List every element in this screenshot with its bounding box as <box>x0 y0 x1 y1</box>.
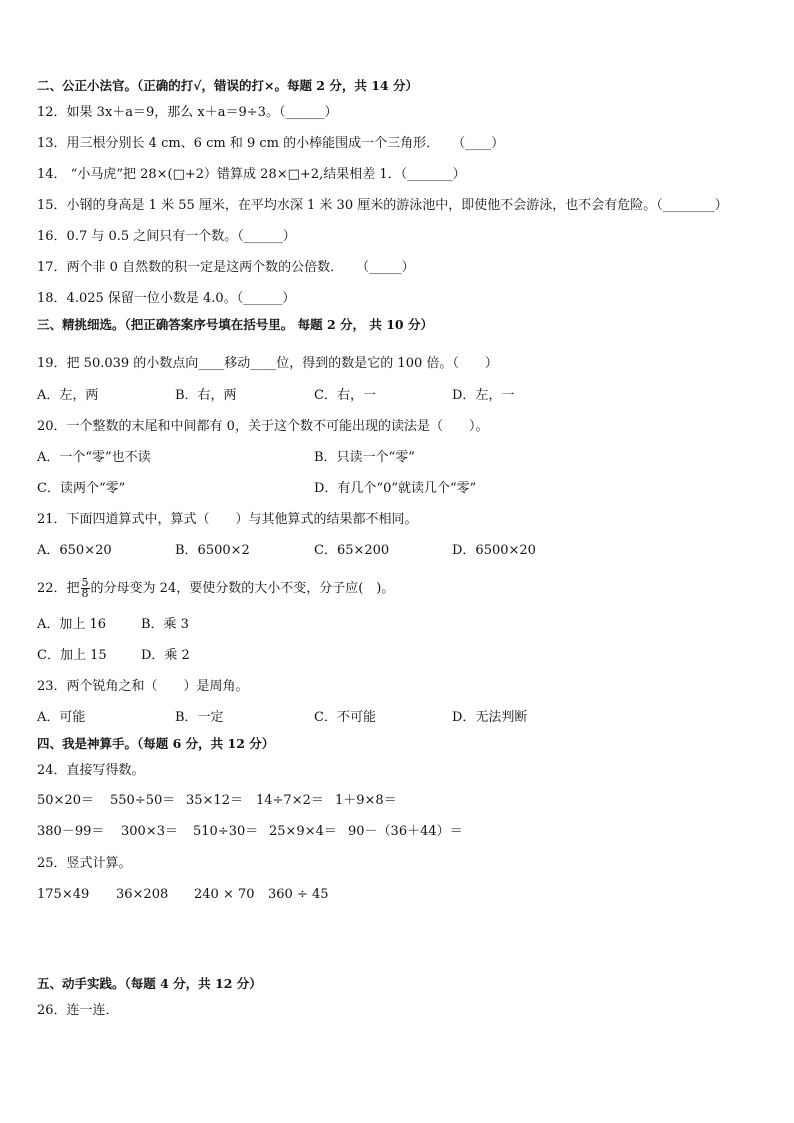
section-3-title: 三、精挑细选。（把正确答案序号填在括号里。 每题 2 分， 共 10 分） <box>37 317 433 332</box>
vertical-calc-1: 175×49 <box>37 887 90 902</box>
calc-1-3: 35×12＝ <box>186 793 243 808</box>
section-2-title: 二、公正小法官。（正确的打√，错误的打×。每题 2 分，共 14 分） <box>37 78 418 93</box>
question-26: 26．连一连． <box>37 1003 119 1018</box>
calc-1-1: 50×20＝ <box>37 793 94 808</box>
q22-option-d: D．乘 2 <box>141 648 190 663</box>
q21-option-b: B．6500×2 <box>175 543 250 558</box>
q20-option-d: D．有几个“0”就读几个“零” <box>314 481 477 496</box>
q21-option-c: C．65×200 <box>314 543 390 558</box>
calc-2-5: 90－（36＋44）＝ <box>348 824 463 839</box>
q19-option-b: B．右，两 <box>175 388 237 403</box>
question-19: 19．把 50.039 的小数点向____移动____位，得到的数是它的 100 倍。（ ） <box>37 356 498 371</box>
calc-1-5: 1＋9×8＝ <box>335 793 397 808</box>
question-14: 14． “小马虎”把 28×(□+2）错算成 28×□+2,结果相差 1．（_______） <box>37 167 466 182</box>
vertical-calc-2: 36×208 <box>116 887 169 902</box>
fraction-denominator: 8 <box>81 587 89 600</box>
calc-2-2: 300×3＝ <box>121 824 178 839</box>
question-15: 15．小钢的身高是 1 米 55 厘米，在平均水深 1 米 30 厘米的游泳池中，即使他不会游泳，也不会有危险。（________） <box>37 198 728 213</box>
section-4-title: 四、我是神算手。（每题 6 分，共 12 分） <box>37 736 275 751</box>
question-13: 13．用三根分别长 4 cm、6 cm 和 9 cm 的小棒能围成一个三角形． （____） <box>37 136 505 151</box>
q21-option-a: A．650×20 <box>37 543 112 558</box>
calc-2-1: 380－99＝ <box>37 824 105 839</box>
q23-option-d: D．无法判断 <box>452 710 528 725</box>
q22-option-c: C．加上 15 <box>37 648 107 663</box>
fraction-numerator: 5 <box>81 576 89 589</box>
q19-option-c: C．右，一 <box>314 388 376 403</box>
q19-option-d: D．左，一 <box>452 388 515 403</box>
calc-1-2: 550÷50＝ <box>110 793 176 808</box>
q22-option-a: A．加上 16 <box>37 617 107 632</box>
question-12: 12．如果 3x＋a＝9，那么 x＋a＝9÷3。（______） <box>37 105 338 120</box>
question-17: 17．两个非 0 自然数的积一定是这两个数的公倍数． （_____） <box>37 260 415 275</box>
q19-option-a: A．左，两 <box>37 388 99 403</box>
question-25: 25．竖式计算。 <box>37 856 132 871</box>
q22-option-b: B．乘 3 <box>141 617 189 632</box>
q20-option-c: C．读两个“零” <box>37 481 126 496</box>
calc-2-3: 510÷30＝ <box>193 824 259 839</box>
question-21: 21．下面四道算式中，算式（ ）与其他算式的结果都不相同。 <box>37 512 418 527</box>
question-24: 24．直接写得数。 <box>37 763 145 778</box>
q23-option-a: A．可能 <box>37 710 86 725</box>
calc-1-4: 14÷7×2＝ <box>256 793 324 808</box>
section-5-title: 五、动手实践。（每题 4 分，共 12 分） <box>37 976 262 991</box>
question-22 <box>37 578 394 599</box>
vertical-calc-3: 240 × 70 <box>194 887 255 902</box>
question-23: 23．两个锐角之和（ ）是周角。 <box>37 679 249 694</box>
calc-2-4: 25×9×4＝ <box>269 824 337 839</box>
q22-prefix: 22．把 <box>37 581 80 596</box>
question-20: 20．一个整数的末尾和中间都有 0，关于这个数不可能出现的读法是（ ）。 <box>37 419 489 434</box>
q20-option-b: B．只读一个“零” <box>314 450 415 465</box>
q23-option-c: C．不可能 <box>314 710 376 725</box>
question-18: 18．4.025 保留一位小数是 4.0。（______） <box>37 291 296 306</box>
q23-option-b: B．一定 <box>175 710 224 725</box>
vertical-calc-4: 360 ÷ 45 <box>268 887 329 902</box>
q21-option-d: D．6500×20 <box>452 543 536 558</box>
q22-suffix: 的分母变为 24，要使分数的大小不变，分子应( )。 <box>90 581 395 596</box>
question-16: 16．0.7 与 0.5 之间只有一个数。（______） <box>37 229 296 244</box>
fraction-five-eighths <box>81 578 90 599</box>
q20-option-a: A．一个“零”也不读 <box>37 450 151 465</box>
